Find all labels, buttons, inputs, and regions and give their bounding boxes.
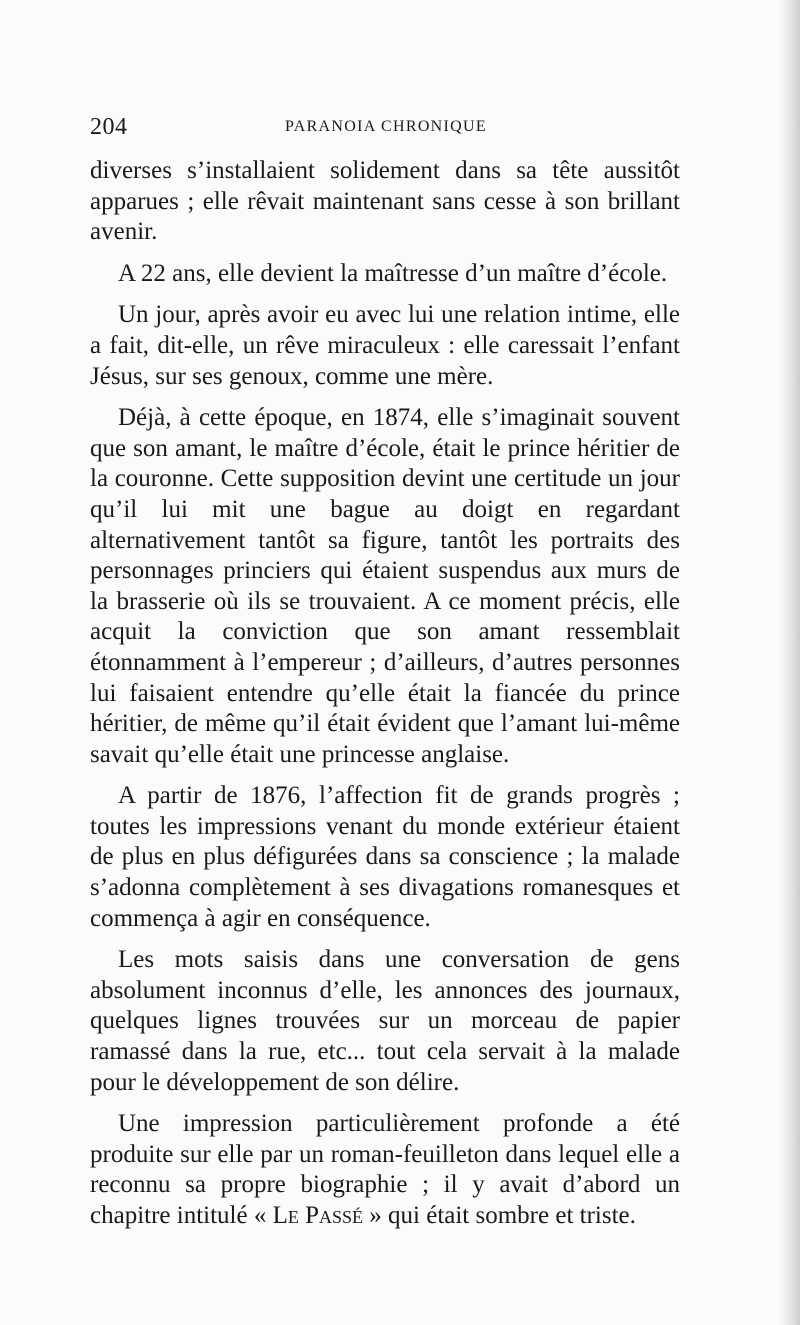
paragraph-3: Un jour, après avoir eu avec lui une relation intime, elle a fait, dit-elle, un rêve miraculeux : elle caressait l’enfant Jésus, sur ses genoux, comme une mère. xyxy=(90,301,680,390)
page-header xyxy=(90,112,685,142)
chapter-title-small-caps: Le Passé xyxy=(272,1202,364,1229)
page-number: 204 xyxy=(90,114,128,140)
body-text xyxy=(90,156,680,1243)
paragraph-7-text-before: Une impression particulièrement profonde a été produite sur elle par un roman-feuilleton dans lequel elle a reconnu sa propre biographie ; il y avait d’abord un chapitre intitulé « xyxy=(90,1110,680,1229)
paragraph-4: Déjà, à cette époque, en 1874, elle s’imaginait souvent que son amant, le maître d’école, était le prince héritier de la couronne. Cette supposition devint une certitude un jour qu’il lui mit une bague au doigt en regardant alternativement tantôt sa figure, tantôt les portraits des personnages princiers qui étaient suspendus aux murs de la brasserie où ils se trouvaient. A ce moment précis, elle acquit la conviction que son amant ressemblait étonnamment à l’empereur ; d’ailleurs, d’autres personnes lui faisaient entendre qu’elle était la fiancée du prince héritier, de même qu’il était évident que l’amant lui-même savait qu’elle était une princesse anglaise. xyxy=(90,404,680,768)
paragraph-1: diverses s’installaient solidement dans sa tête aussitôt apparues ; elle rêvait maintenant sans cesse à son brillant avenir. xyxy=(90,157,680,246)
paragraph-6: Les mots saisis dans une conversation de gens absolument inconnus d’elle, les annonces des journaux, quelques lignes trouvées sur un morceau de papier ramassé dans la rue, etc... tout cela servait à la malade pour le développement de son délire. xyxy=(90,946,680,1096)
paragraph-7-text-after: » qui était sombre et triste. xyxy=(363,1202,636,1229)
running-title: PARANOIA CHRONIQUE xyxy=(285,118,487,135)
paragraph-2: A 22 ans, elle devient la maîtresse d’un maître d’école. xyxy=(118,259,668,287)
page-edge-shadow xyxy=(778,0,800,1325)
paragraph-7 xyxy=(90,1109,680,1231)
paragraph-5: A partir de 1876, l’affection fit de grands progrès ; toutes les impressions venant du monde extérieur étaient de plus en plus défigurées dans sa conscience ; la malade s’adonna complètement à ses divagations romanesques et commença à agir en conséquence. xyxy=(90,782,680,932)
